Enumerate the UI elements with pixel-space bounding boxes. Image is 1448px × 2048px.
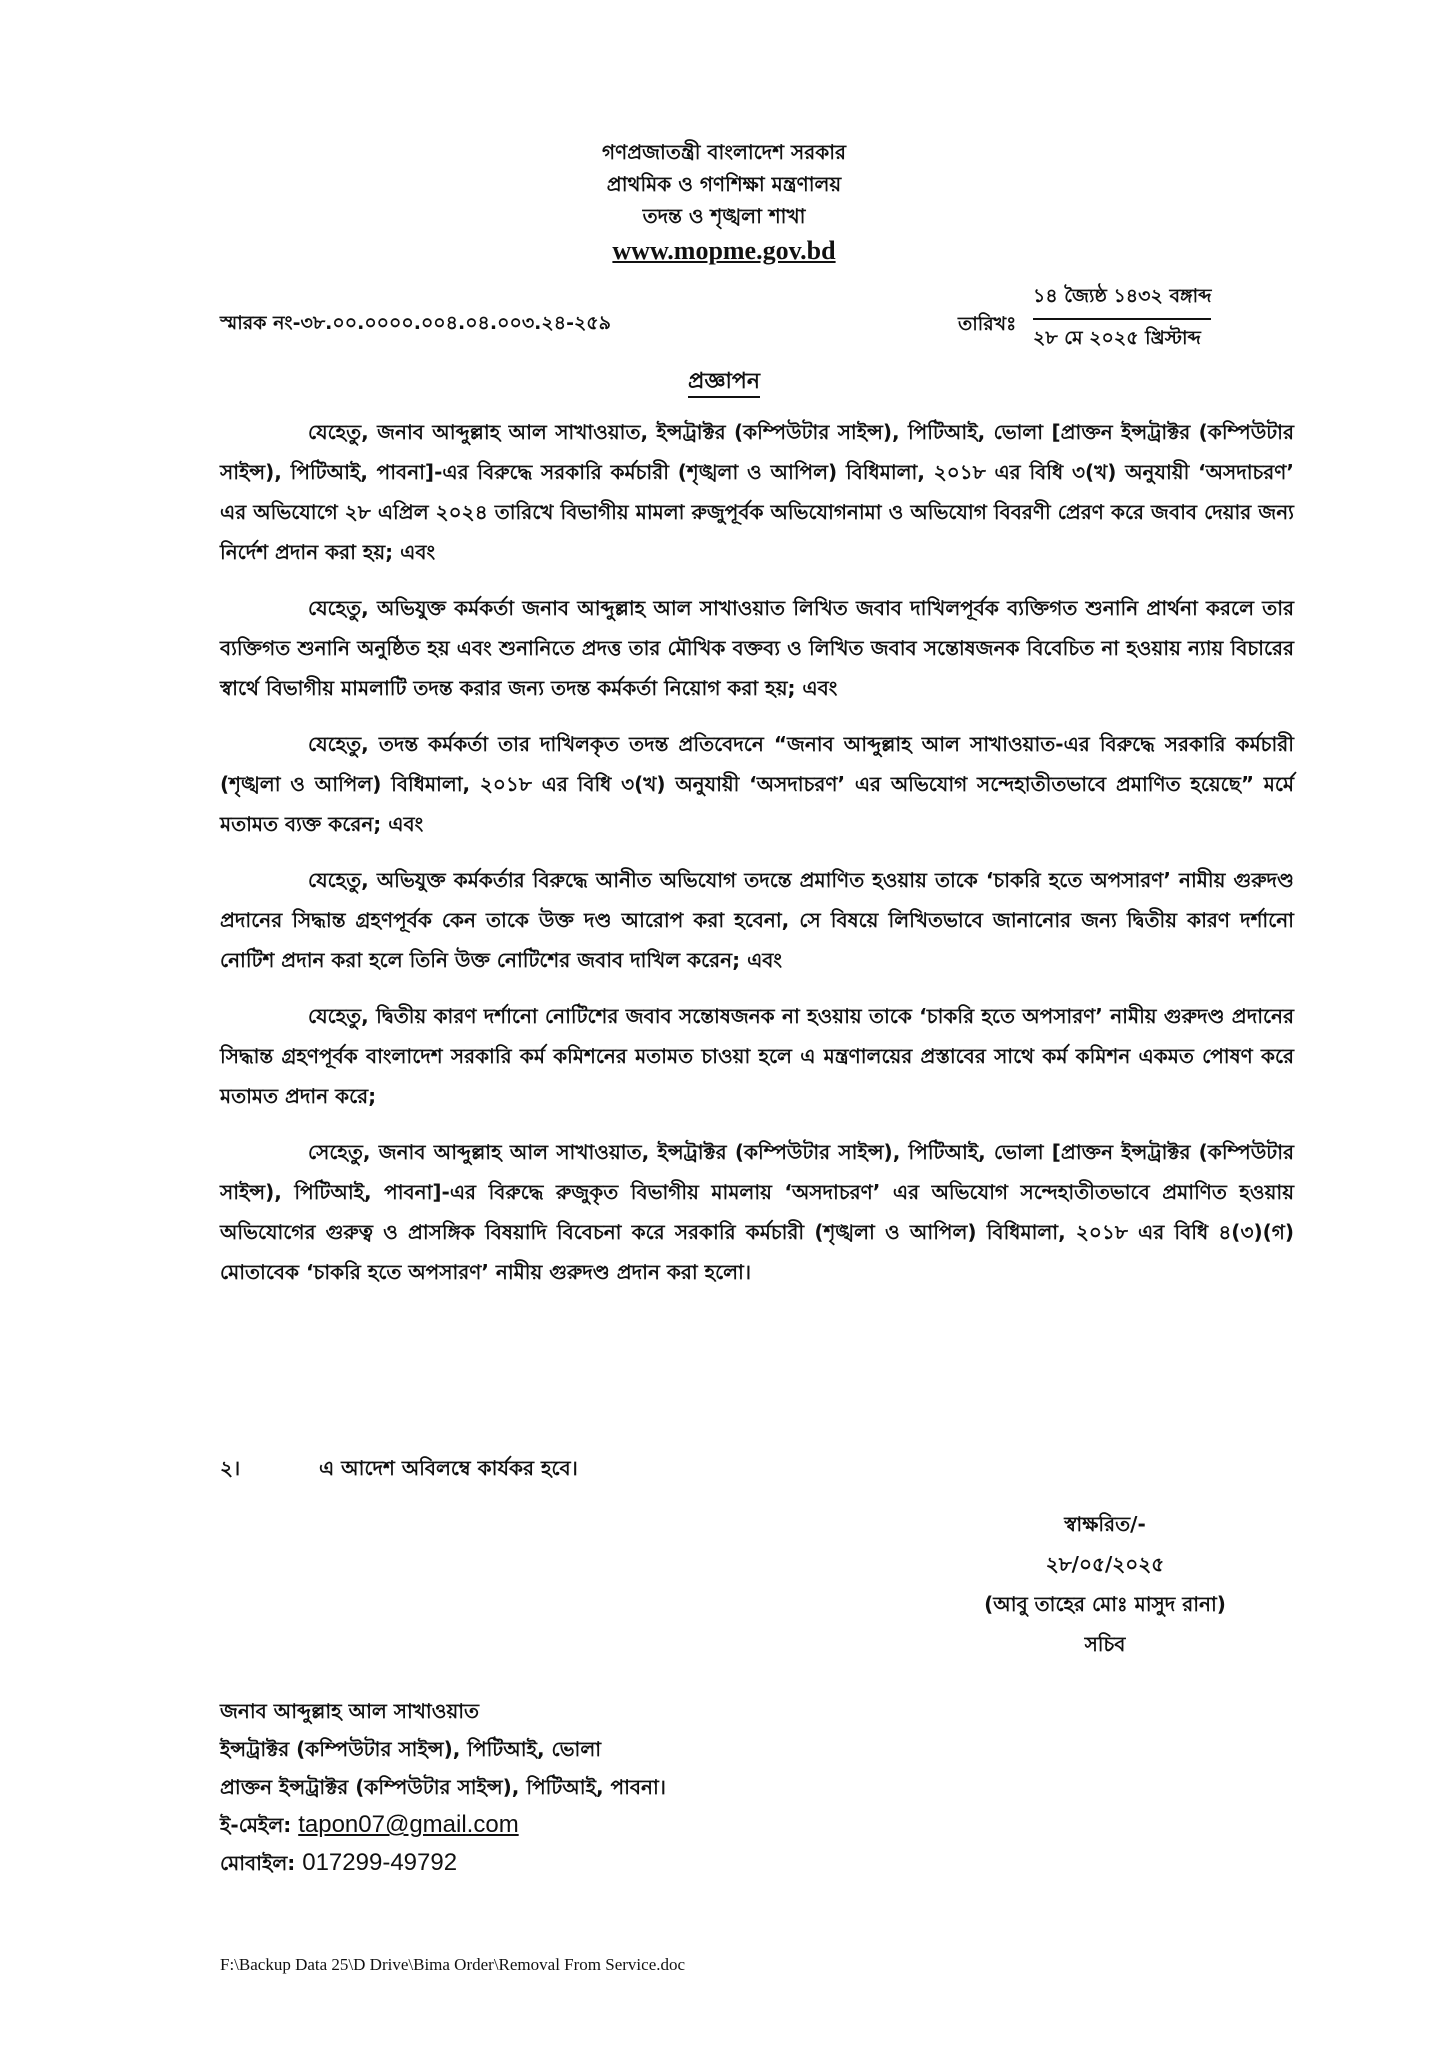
recipient-name: জনাব আব্দুল্লাহ আল সাখাওয়াত <box>220 1699 480 1723</box>
memo-number: স্মারক নং-৩৮.০০.০০০০.০০৪.০৪.০০৩.২৪-২৫৯ <box>220 312 611 334</box>
notice-title-text: প্রজ্ঞাপন <box>688 369 760 398</box>
recipient-post: ইন্সট্রাক্টর (কম্পিউটার সাইন্স), পিটিআই, ভোলা <box>220 1737 602 1761</box>
letterhead <box>0 136 1448 270</box>
signed-mark: স্বাক্ষরিত/- <box>1064 1512 1146 1536</box>
date-label: তারিখঃ <box>958 313 1017 335</box>
government-name: গণপ্রজাতন্ত্রী বাংলাদেশ সরকার <box>602 140 846 164</box>
paragraph: সেহেতু, জনাব আব্দুল্লাহ আল সাখাওয়াত, ইন্সট্রাক্টর (কম্পিউটার সাইন্স), পিটিআই, ভোলা [প্রাক্তন ইন্সট্রাক্টর (কম্পিউটার সাইন্স), পিটিআই, পাবনা]-এর বিরুদ্ধে রুজুকৃত বিভাগীয় মামলায় ‘অসদাচরণ’ এর অভিযোগ সন্দেহাতীতভাবে প্রমাণিত হওয়ায় অভিযোগের গুরুত্ব ও প্রাসঙ্গিক বিষয়াদি বিবেচনা করে সরকারি কর্মচারী (শৃঙ্খলা ও আপিল) বিধিমালা, ২০১৮ এর বিধি ৪(৩)(গ) মোতাবেক ‘চাকরি হতে অপসারণ’ নামীয় গুরুদণ্ড প্রদান করা হলো। <box>220 1140 1294 1284</box>
mobile-label: মোবাইল: <box>220 1851 296 1875</box>
signature-block <box>950 1504 1260 1664</box>
recipient-email-row <box>220 1806 666 1844</box>
date-bangla: ১৪ জ্যৈষ্ঠ ১৪৩২ বঙ্গাব্দ <box>1033 282 1211 320</box>
order-number: ২। <box>220 1456 241 1480</box>
date-gregorian: ২৮ মে ২০২৫ খ্রিস্টাব্দ <box>1033 327 1201 349</box>
paragraph: যেহেতু, অভিযুক্ত কর্মকর্তার বিরুদ্ধে আনীত অভিযোগ তদন্তে প্রমাণিত হওয়ায় তাকে ‘চাকরি হতে অপসারণ’ নামীয় গুরুদণ্ড প্রদানের সিদ্ধান্ত গ্রহণপূর্বক কেন তাকে উক্ত দণ্ড আরোপ করা হবেনা, সে বিষয়ে লিখিতভাবে জানানোর জন্য দ্বিতীয় কারণ দর্শানো নোটিশ প্রদান করা হলে তিনি উক্ত নোটিশের জবাব দাখিল করেন; এবং <box>220 868 1294 972</box>
notice-body <box>220 412 1294 1308</box>
website-link[interactable]: www.mopme.gov.bd <box>612 236 836 265</box>
file-path-footer: F:\Backup Data 25\D Drive\Bima Order\Removal From Service.doc <box>220 1955 686 1974</box>
signatory-designation: সচিব <box>1084 1632 1126 1656</box>
order-clause <box>220 1454 578 1487</box>
paragraph: যেহেতু, দ্বিতীয় কারণ দর্শানো নোটিশের জবাব সন্তোষজনক না হওয়ায় তাকে ‘চাকরি হতে অপসারণ’ নামীয় গুরুদণ্ড প্রদানের সিদ্ধান্ত গ্রহণপূর্বক বাংলাদেশ সরকারি কর্ম কমিশনের মতামত চাওয়া হলে এ মন্ত্রণালয়ের প্রস্তাবের সাথে কর্ম কমিশন একমত পোষণ করে মতামত প্রদান করে; <box>220 1004 1294 1108</box>
signature-date: ২৮/০৫/২০২৫ <box>1045 1552 1165 1576</box>
recipient-former-post: প্রাক্তন ইন্সট্রাক্টর (কম্পিউটার সাইন্স), পিটিআই, পাবনা। <box>220 1775 666 1799</box>
notice-title <box>0 364 1448 401</box>
order-text: এ আদেশ অবিলম্বে কার্যকর হবে। <box>318 1456 578 1480</box>
email-link[interactable]: tapon07@gmail.com <box>298 1811 519 1838</box>
signatory-name: (আবু তাহের মোঃ মাসুদ রানা) <box>984 1592 1226 1616</box>
recipient-block <box>220 1692 666 1882</box>
paragraph: যেহেতু, জনাব আব্দুল্লাহ আল সাখাওয়াত, ইন্সট্রাক্টর (কম্পিউটার সাইন্স), পিটিআই, ভোলা [প্রাক্তন ইন্সট্রাক্টর (কম্পিউটার সাইন্স), পিটিআই, পাবনা]-এর বিরুদ্ধে সরকারি কর্মচারী (শৃঙ্খলা ও আপিল) বিধিমালা, ২০১৮ এর বিধি ৩(খ) অনুযায়ী ‘অসদাচরণ’ এর অভিযোগে ২৮ এপ্রিল ২০২৪ তারিখে বিভাগীয় মামলা রুজুপূর্বক অভিযোগনামা ও অভিযোগ বিবরণী প্রেরণ করে জবাব দেয়ার জন্য নির্দেশ প্রদান করা হয়; এবং <box>220 420 1294 564</box>
paragraph: যেহেতু, অভিযুক্ত কর্মকর্তা জনাব আব্দুল্লাহ আল সাখাওয়াত লিখিত জবাব দাখিলপূর্বক ব্যক্তিগত শুনানি প্রার্থনা করলে তার ব্যক্তিগত শুনানি অনুষ্ঠিত হয় এবং শুনানিতে প্রদত্ত তার মৌখিক বক্তব্য ও লিখিত জবাব সন্তোষজনক বিবেচিত না হওয়ায় ন্যায় বিচারের স্বার্থে বিভাগীয় মামলাটি তদন্ত করার জন্য তদন্ত কর্মকর্তা নিয়োগ করা হয়; এবং <box>220 596 1294 700</box>
email-label: ই-মেইল: <box>220 1813 292 1837</box>
mobile-number: 017299-49792 <box>302 1849 458 1876</box>
ministry-name: প্রাথমিক ও গণশিক্ষা মন্ত্রণালয় <box>606 172 842 196</box>
section-name: তদন্ত ও শৃঙ্খলা শাখা <box>642 204 806 228</box>
recipient-mobile-row <box>220 1844 666 1882</box>
paragraph: যেহেতু, তদন্ত কর্মকর্তা তার দাখিলকৃত তদন্ত প্রতিবেদনে “জনাব আব্দুল্লাহ আল সাখাওয়াত-এর বিরুদ্ধে সরকারি কর্মচারী (শৃঙ্খলা ও আপিল) বিধিমালা, ২০১৮ এর বিধি ৩(খ) অনুযায়ী ‘অসদাচরণ’ এর অভিযোগ সন্দেহাতীতভাবে প্রমাণিত হয়েছে” মর্মে মতামত ব্যক্ত করেন; এবং <box>220 732 1294 836</box>
